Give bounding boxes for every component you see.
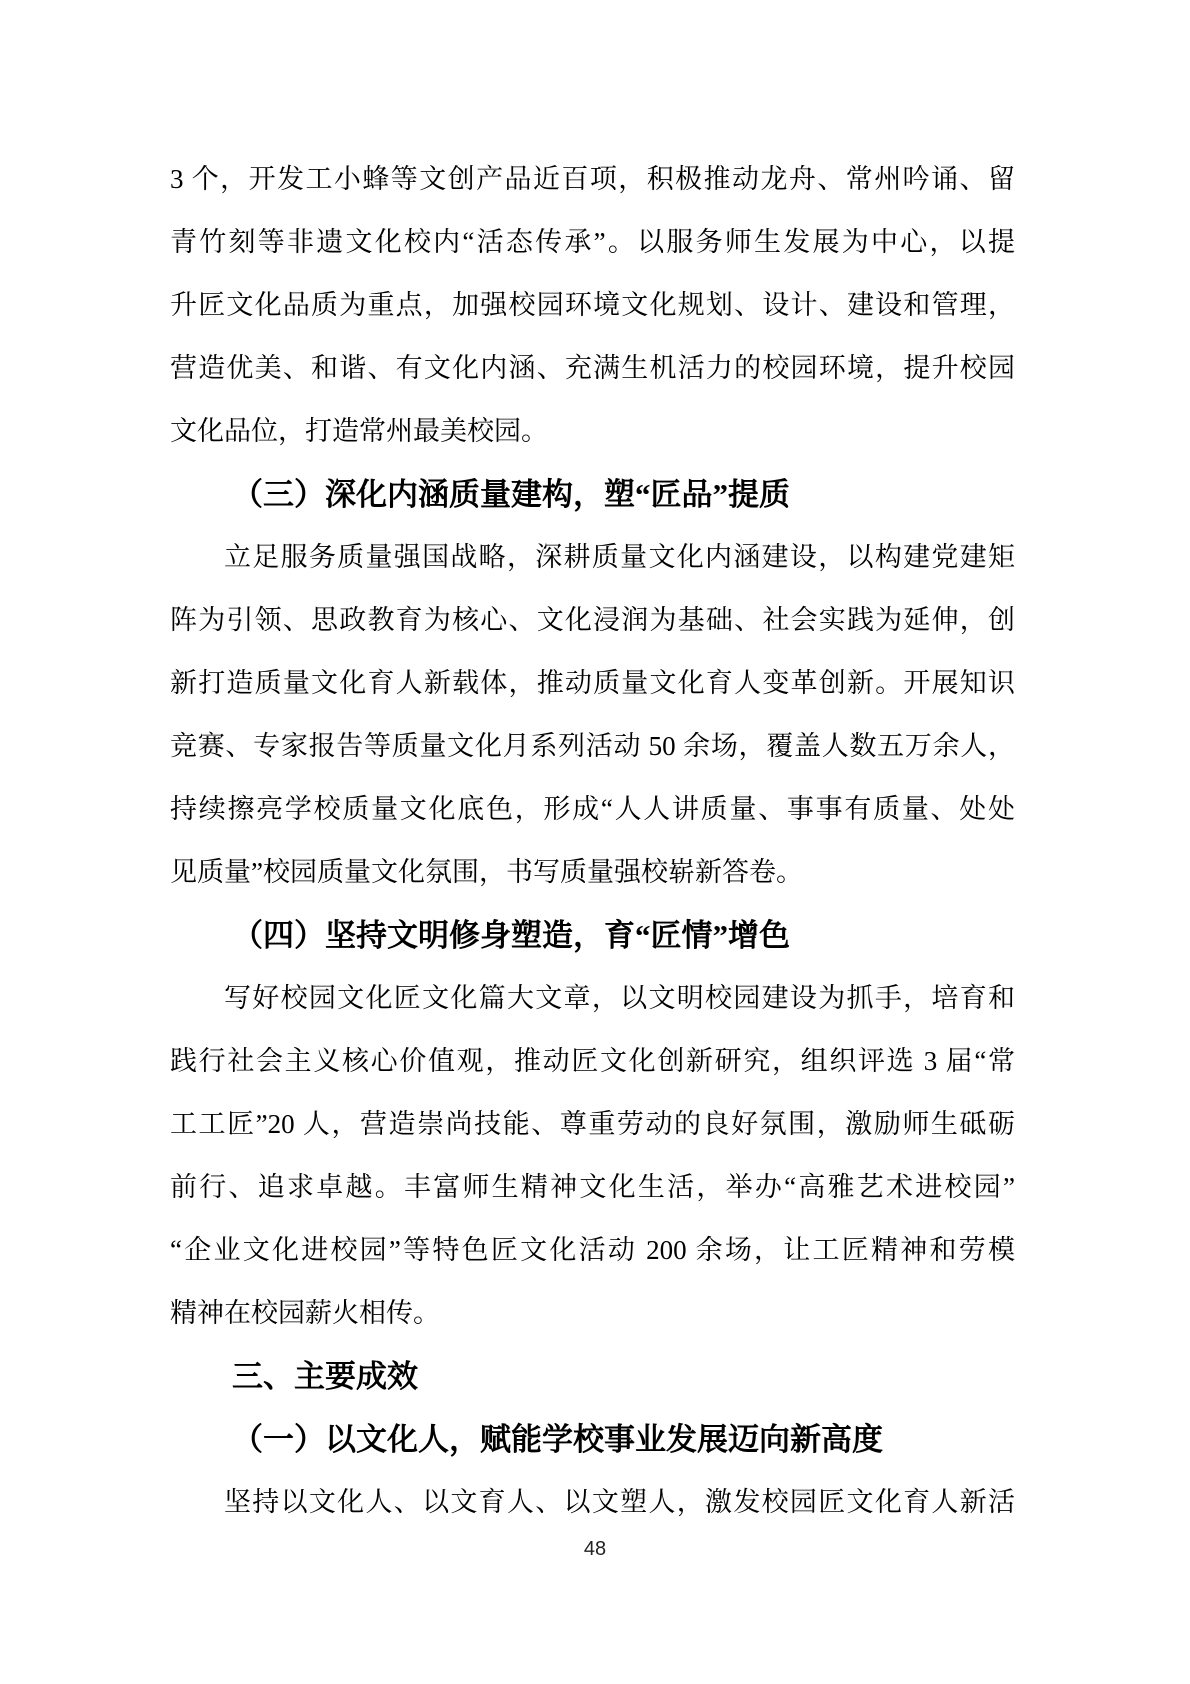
text-line: 营造优美、和谐、有文化内涵、充满生机活力的校园环境，提升校园: [170, 353, 1015, 383]
heading-line: （四）坚持文明修身塑造，育“匠情”增色: [232, 918, 790, 953]
heading-subsection-1: [170, 1408, 1015, 1471]
heading-section-4: [170, 904, 1015, 967]
paragraph-campus-culture-continuation: [170, 148, 1015, 463]
text-line: “企业文化进校园”等特色匠文化活动 200 余场，让工匠精神和劳模: [170, 1235, 1015, 1265]
text-line: 立足服务质量强国战略，深耕质量文化内涵建设，以构建党建矩: [224, 542, 1015, 572]
text-line: 见质量”校园质量文化氛围，书写质量强校崭新答卷。: [170, 857, 803, 887]
paragraph-culture-educates: [170, 1471, 1015, 1534]
text-line: 写好校园文化匠文化篇大文章，以文明校园建设为抓手，培育和: [224, 983, 1015, 1013]
text-line: 持续擦亮学校质量文化底色，形成“人人讲质量、事事有质量、处处: [170, 794, 1015, 824]
text-line: 文化品位，打造常州最美校园。: [170, 416, 548, 446]
text-line: 践行社会主义核心价值观，推动匠文化创新研究，组织评选 3 届“常: [170, 1046, 1015, 1076]
paragraph-civilized-campus: [170, 967, 1015, 1345]
text-line: 青竹刻等非遗文化校内“活态传承”。以服务师生发展为中心，以提: [170, 227, 1015, 257]
heading-line: （三）深化内涵质量建构，塑“匠品”提质: [232, 477, 790, 512]
text-line: 竞赛、专家报告等质量文化月系列活动 50 余场，覆盖人数五万余人，: [170, 731, 1015, 761]
text-line: 阵为引领、思政教育为核心、文化浸润为基础、社会实践为延伸，创: [170, 605, 1015, 635]
heading-line: （一）以文化人，赋能学校事业发展迈向新高度: [232, 1422, 883, 1457]
heading-line: 三、主要成效: [232, 1359, 418, 1394]
text-line: 升匠文化品质为重点，加强校园环境文化规划、设计、建设和管理，: [170, 290, 1015, 320]
heading-main-achievements: [170, 1345, 1015, 1408]
page-number: 48: [583, 1538, 607, 1560]
paragraph-quality-culture: [170, 526, 1015, 904]
text-line: 新打造质量文化育人新载体，推动质量文化育人变革创新。开展知识: [170, 668, 1015, 698]
text-line: 前行、追求卓越。丰富师生精神文化生活，举办“高雅艺术进校园”: [170, 1172, 1015, 1202]
document-body: [170, 148, 1015, 1534]
text-line: 3 个，开发工小蜂等文创产品近百项，积极推动龙舟、常州吟诵、留: [170, 164, 1015, 194]
text-line: 精神在校园薪火相传。: [170, 1298, 440, 1328]
text-line: 工工匠”20 人，营造崇尚技能、尊重劳动的良好氛围，激励师生砥砺: [170, 1109, 1015, 1139]
heading-section-3: [170, 463, 1015, 526]
text-line: 坚持以文化人、以文育人、以文塑人，激发校园匠文化育人新活: [224, 1487, 1015, 1517]
